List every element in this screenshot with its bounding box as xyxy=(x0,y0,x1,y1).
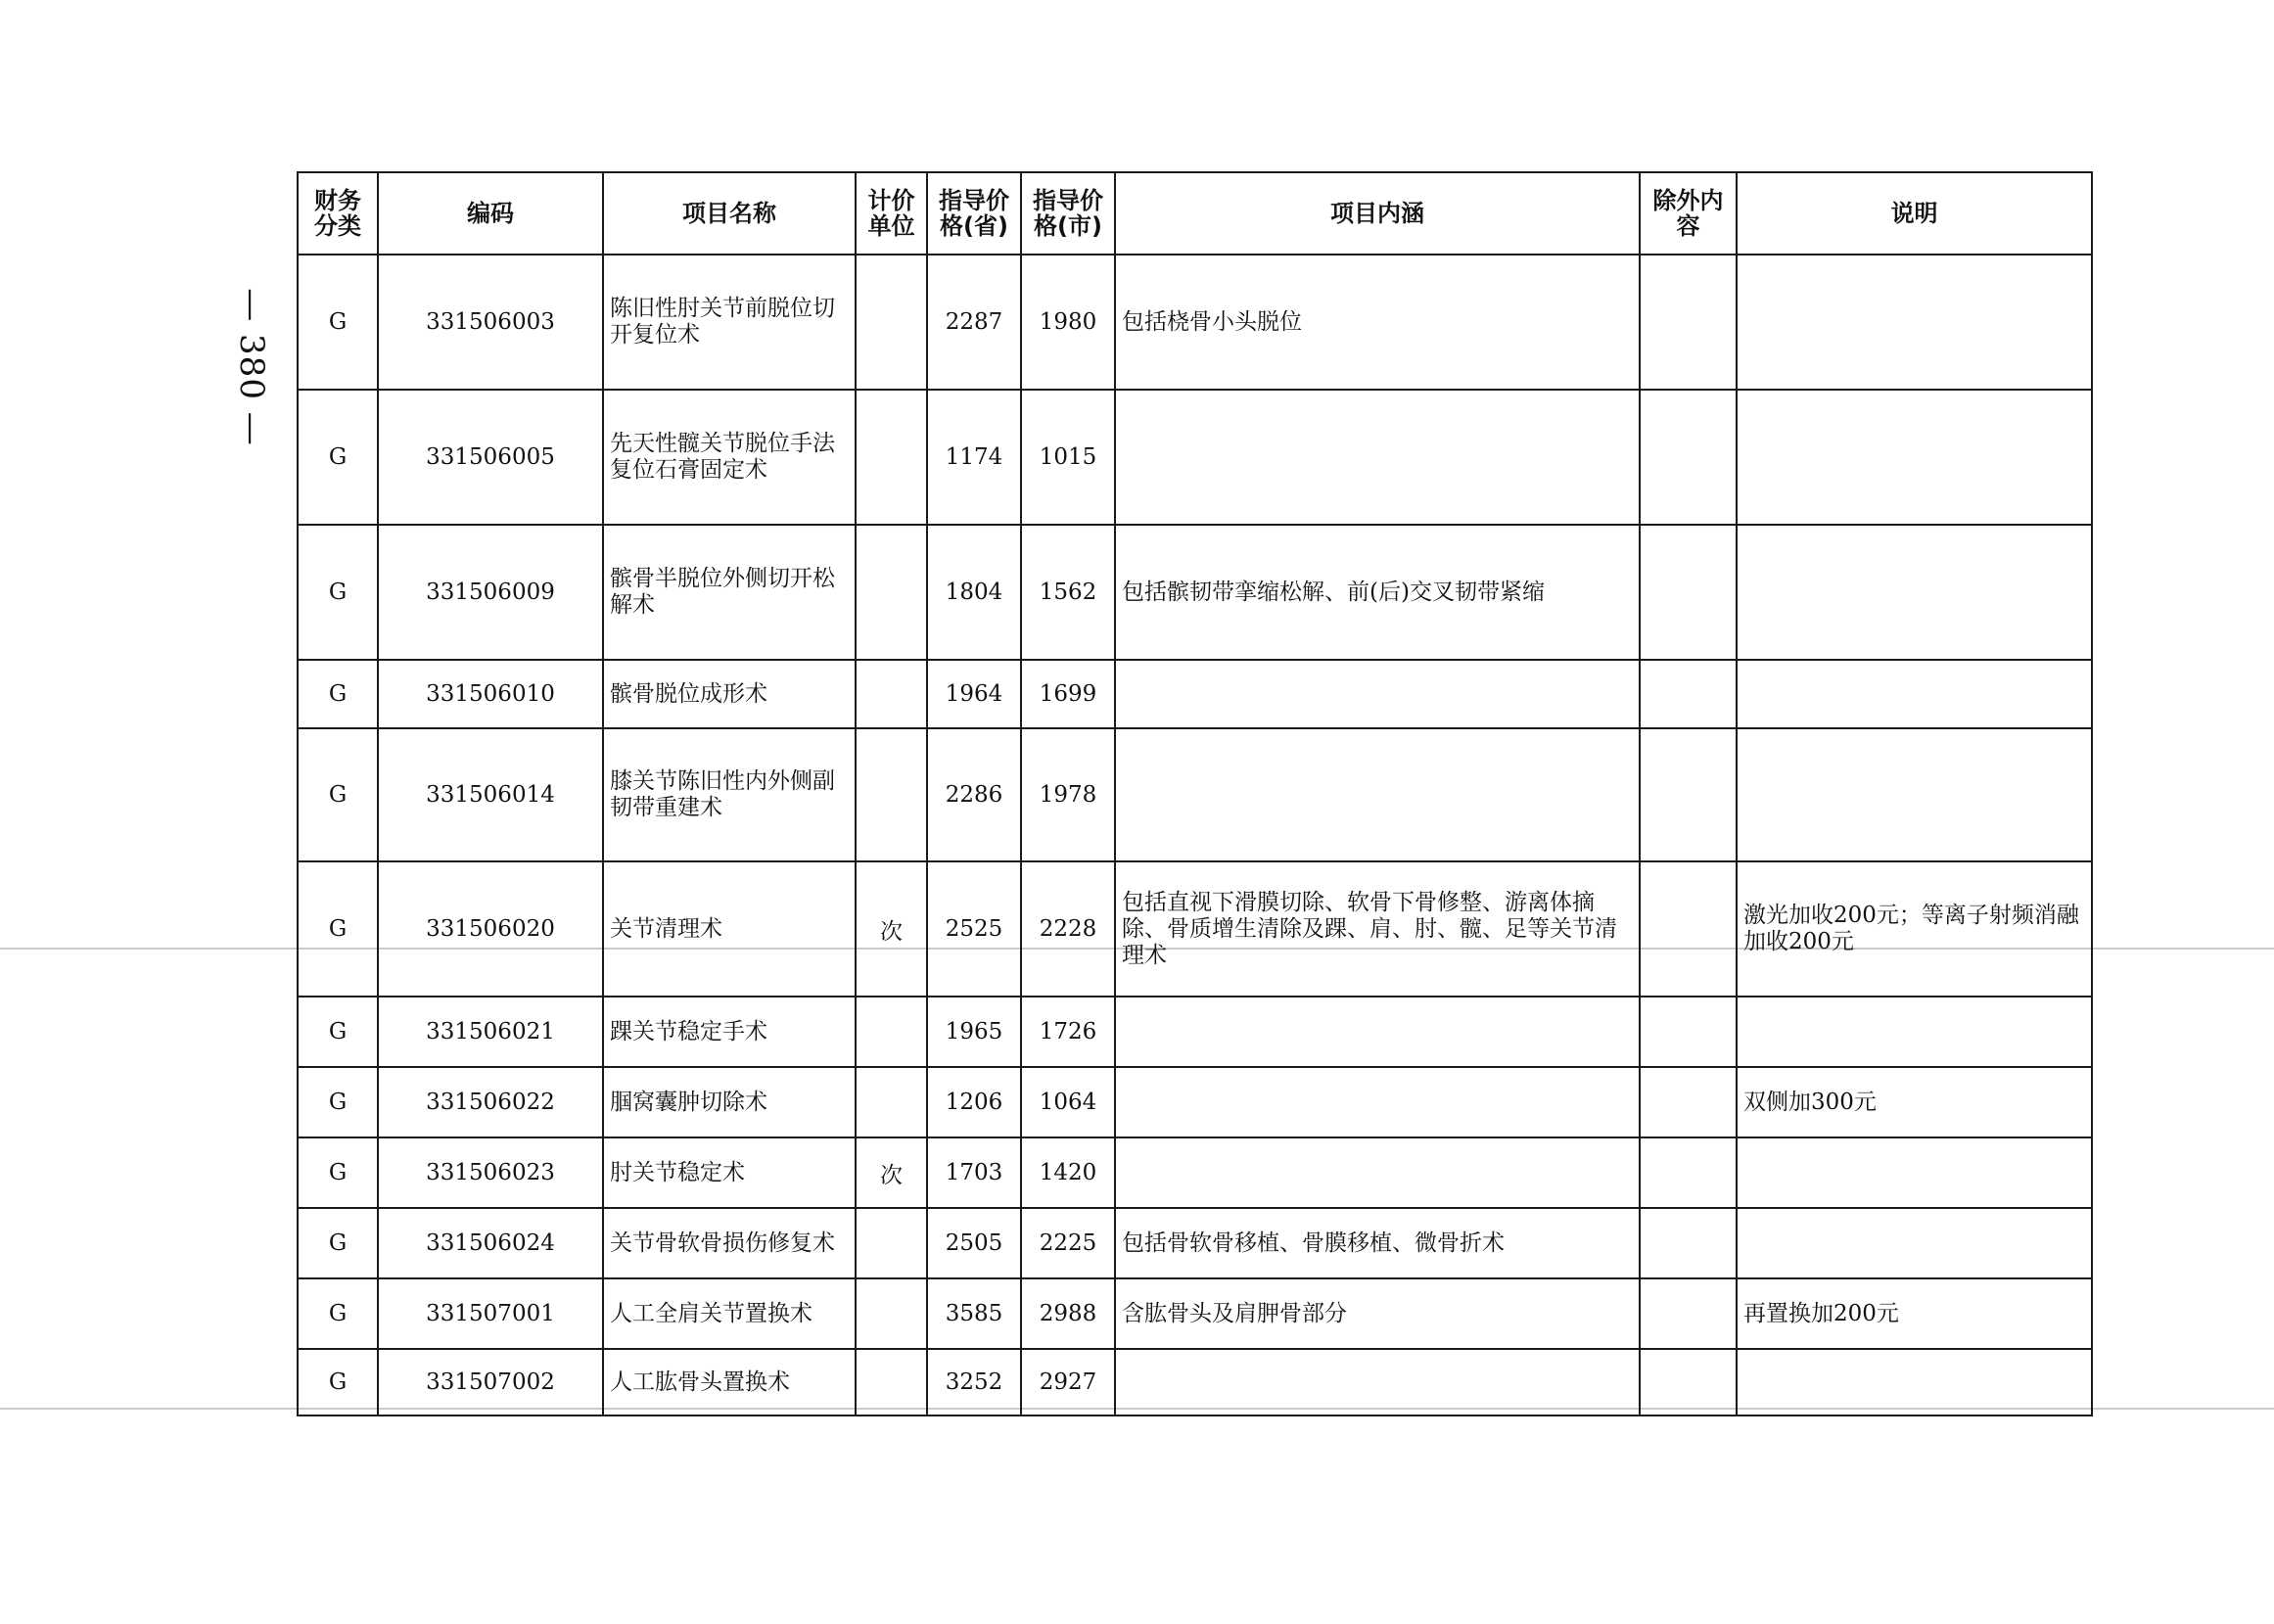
cell-notes: 激光加收200元；等离子射频消融加收200元 xyxy=(1737,861,2092,997)
table-row xyxy=(298,1137,2092,1208)
cell-exclusions xyxy=(1640,861,1737,997)
cell-notes xyxy=(1737,390,2092,525)
cell-description xyxy=(1115,728,1640,861)
table-row xyxy=(298,1067,2092,1137)
cell-unit xyxy=(856,525,927,660)
cell-unit xyxy=(856,255,927,390)
cell-name: 踝关节稳定手术 xyxy=(603,997,856,1067)
cell-exclusions xyxy=(1640,997,1737,1067)
cell-exclusions xyxy=(1640,660,1737,728)
header-code: 编码 xyxy=(378,172,603,255)
cell-notes xyxy=(1737,997,2092,1067)
cell-code: 331506003 xyxy=(378,255,603,390)
cell-unit: 次 xyxy=(856,861,927,997)
cell-notes xyxy=(1737,1208,2092,1278)
cell-description xyxy=(1115,997,1640,1067)
cell-unit xyxy=(856,390,927,525)
table-row xyxy=(298,660,2092,728)
cell-category: G xyxy=(298,1067,378,1137)
header-name: 项目名称 xyxy=(603,172,856,255)
cell-code: 331507002 xyxy=(378,1349,603,1415)
cell-notes xyxy=(1737,728,2092,861)
cell-price-province: 1206 xyxy=(927,1067,1021,1137)
cell-name: 肘关节稳定术 xyxy=(603,1137,856,1208)
header-price-province: 指导价格(省) xyxy=(927,172,1021,255)
cell-category: G xyxy=(298,660,378,728)
cell-code: 331506023 xyxy=(378,1137,603,1208)
cell-unit xyxy=(856,728,927,861)
cell-category: G xyxy=(298,255,378,390)
cell-price-city: 2927 xyxy=(1021,1349,1115,1415)
cell-description xyxy=(1115,1067,1640,1137)
cell-category: G xyxy=(298,997,378,1067)
cell-price-province: 1174 xyxy=(927,390,1021,525)
cell-price-province: 1964 xyxy=(927,660,1021,728)
cell-name: 关节清理术 xyxy=(603,861,856,997)
cell-price-city: 1064 xyxy=(1021,1067,1115,1137)
cell-notes xyxy=(1737,660,2092,728)
cell-name: 人工全肩关节置换术 xyxy=(603,1278,856,1349)
table-row xyxy=(298,728,2092,861)
cell-description xyxy=(1115,660,1640,728)
cell-exclusions xyxy=(1640,1067,1737,1137)
table-header-row xyxy=(298,172,2092,255)
cell-name: 髌骨脱位成形术 xyxy=(603,660,856,728)
cell-unit xyxy=(856,997,927,1067)
cell-description: 包括直视下滑膜切除、软骨下骨修整、游离体摘除、骨质增生清除及踝、肩、肘、髋、足等关节清理术 xyxy=(1115,861,1640,997)
cell-code: 331506020 xyxy=(378,861,603,997)
cell-price-province: 1804 xyxy=(927,525,1021,660)
cell-notes xyxy=(1737,525,2092,660)
cell-price-city: 2228 xyxy=(1021,861,1115,997)
cell-name: 陈旧性肘关节前脱位切开复位术 xyxy=(603,255,856,390)
table-row xyxy=(298,390,2092,525)
cell-description: 包括桡骨小头脱位 xyxy=(1115,255,1640,390)
cell-price-city: 2225 xyxy=(1021,1208,1115,1278)
table-row xyxy=(298,1349,2092,1415)
cell-category: G xyxy=(298,861,378,997)
cell-category: G xyxy=(298,525,378,660)
price-table xyxy=(297,171,2093,1416)
table-row xyxy=(298,1278,2092,1349)
cell-unit xyxy=(856,1208,927,1278)
cell-exclusions xyxy=(1640,525,1737,660)
cell-code: 331506010 xyxy=(378,660,603,728)
header-description: 项目内涵 xyxy=(1115,172,1640,255)
cell-description xyxy=(1115,390,1640,525)
page-number: — 380 — xyxy=(232,288,272,446)
table-row xyxy=(298,861,2092,997)
cell-description: 包括髌韧带挛缩松解、前(后)交叉韧带紧缩 xyxy=(1115,525,1640,660)
cell-name: 关节骨软骨损伤修复术 xyxy=(603,1208,856,1278)
cell-notes xyxy=(1737,1137,2092,1208)
cell-exclusions xyxy=(1640,1278,1737,1349)
cell-price-city: 1420 xyxy=(1021,1137,1115,1208)
cell-price-province: 2287 xyxy=(927,255,1021,390)
cell-notes xyxy=(1737,255,2092,390)
table-row xyxy=(298,1208,2092,1278)
cell-unit: 次 xyxy=(856,1137,927,1208)
cell-notes: 再置换加200元 xyxy=(1737,1278,2092,1349)
cell-code: 331506014 xyxy=(378,728,603,861)
cell-price-province: 1965 xyxy=(927,997,1021,1067)
cell-price-province: 2286 xyxy=(927,728,1021,861)
cell-price-city: 1562 xyxy=(1021,525,1115,660)
cell-price-province: 1703 xyxy=(927,1137,1021,1208)
cell-unit xyxy=(856,660,927,728)
cell-code: 331506009 xyxy=(378,525,603,660)
header-notes: 说明 xyxy=(1737,172,2092,255)
cell-unit xyxy=(856,1349,927,1415)
cell-category: G xyxy=(298,390,378,525)
header-category: 财务分类 xyxy=(298,172,378,255)
cell-unit xyxy=(856,1278,927,1349)
cell-price-city: 1978 xyxy=(1021,728,1115,861)
header-price-city: 指导价格(市) xyxy=(1021,172,1115,255)
cell-unit xyxy=(856,1067,927,1137)
cell-price-city: 2988 xyxy=(1021,1278,1115,1349)
cell-name: 先天性髋关节脱位手法复位石膏固定术 xyxy=(603,390,856,525)
cell-price-province: 3252 xyxy=(927,1349,1021,1415)
cell-price-province: 2505 xyxy=(927,1208,1021,1278)
cell-name: 腘窝囊肿切除术 xyxy=(603,1067,856,1137)
cell-category: G xyxy=(298,728,378,861)
cell-description xyxy=(1115,1137,1640,1208)
cell-price-city: 1726 xyxy=(1021,997,1115,1067)
table-row xyxy=(298,255,2092,390)
cell-price-province: 3585 xyxy=(927,1278,1021,1349)
header-exclusions: 除外内容 xyxy=(1640,172,1737,255)
cell-price-city: 1980 xyxy=(1021,255,1115,390)
cell-exclusions xyxy=(1640,390,1737,525)
cell-exclusions xyxy=(1640,728,1737,861)
cell-exclusions xyxy=(1640,255,1737,390)
cell-name: 髌骨半脱位外侧切开松解术 xyxy=(603,525,856,660)
cell-code: 331506005 xyxy=(378,390,603,525)
cell-notes xyxy=(1737,1349,2092,1415)
cell-category: G xyxy=(298,1137,378,1208)
cell-code: 331507001 xyxy=(378,1278,603,1349)
table-row xyxy=(298,525,2092,660)
cell-exclusions xyxy=(1640,1208,1737,1278)
cell-name: 人工肱骨头置换术 xyxy=(603,1349,856,1415)
table-row xyxy=(298,997,2092,1067)
cell-price-city: 1699 xyxy=(1021,660,1115,728)
cell-category: G xyxy=(298,1208,378,1278)
cell-description: 含肱骨头及肩胛骨部分 xyxy=(1115,1278,1640,1349)
cell-price-province: 2525 xyxy=(927,861,1021,997)
price-table-container xyxy=(297,171,2091,1416)
cell-category: G xyxy=(298,1278,378,1349)
cell-code: 331506021 xyxy=(378,997,603,1067)
cell-code: 331506024 xyxy=(378,1208,603,1278)
cell-notes: 双侧加300元 xyxy=(1737,1067,2092,1137)
cell-exclusions xyxy=(1640,1349,1737,1415)
cell-price-city: 1015 xyxy=(1021,390,1115,525)
cell-code: 331506022 xyxy=(378,1067,603,1137)
cell-exclusions xyxy=(1640,1137,1737,1208)
cell-name: 膝关节陈旧性内外侧副韧带重建术 xyxy=(603,728,856,861)
header-unit: 计价单位 xyxy=(856,172,927,255)
cell-category: G xyxy=(298,1349,378,1415)
cell-description xyxy=(1115,1349,1640,1415)
cell-description: 包括骨软骨移植、骨膜移植、微骨折术 xyxy=(1115,1208,1640,1278)
